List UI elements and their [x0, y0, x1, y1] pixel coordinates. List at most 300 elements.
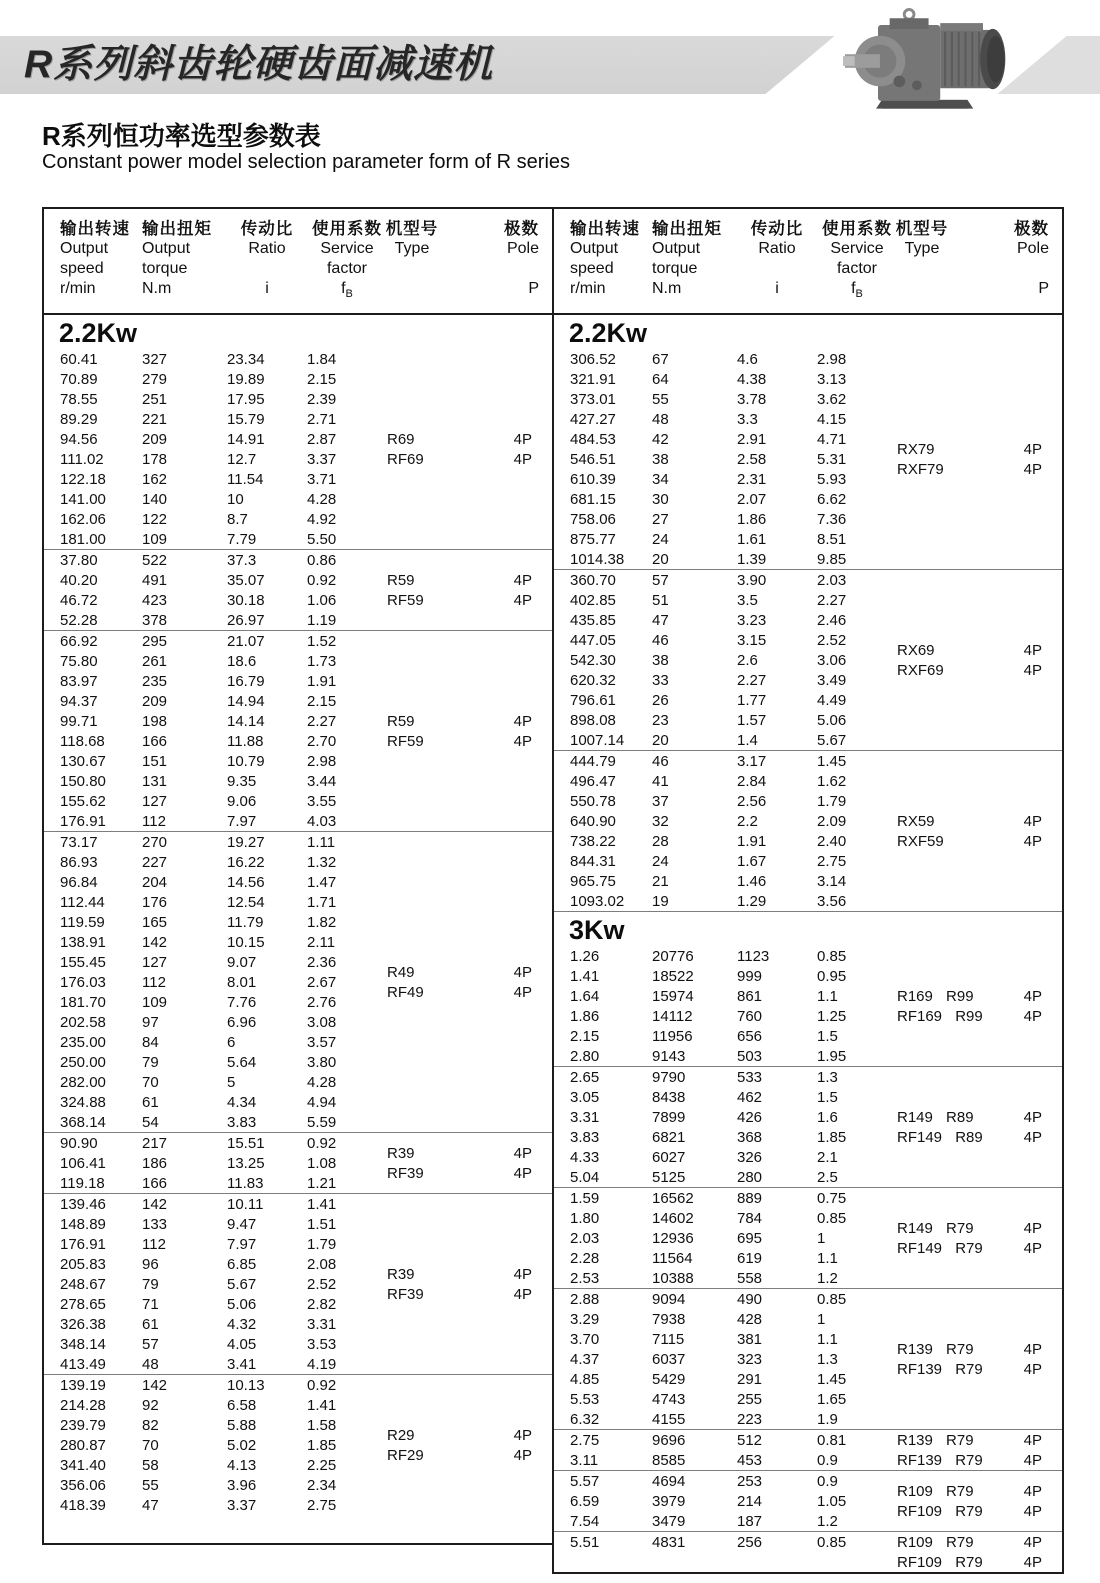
output-speed-value: 4.85	[570, 1370, 600, 1388]
data-row	[44, 832, 552, 852]
output-torque-value: 251	[142, 390, 168, 408]
output-torque-value: 47	[652, 611, 669, 629]
pole-value: 4P	[1023, 1360, 1042, 1378]
pole-value: 4P	[1023, 812, 1042, 830]
service-factor-value: 0.92	[307, 571, 337, 589]
output-torque-value: 23	[652, 711, 669, 729]
ratio-value: 490	[737, 1290, 763, 1308]
output-torque-value: 26	[652, 691, 669, 709]
service-factor-value: 1.1	[817, 1249, 838, 1267]
ratio-value: 2.2	[737, 812, 758, 830]
type-row	[897, 1481, 1042, 1501]
type-pole-group	[387, 1425, 532, 1465]
output-speed-value: 360.70	[570, 571, 616, 589]
output-torque-value: 24	[652, 530, 669, 548]
ratio-value: 19.27	[227, 833, 265, 851]
ratio-value: 2.27	[737, 671, 767, 689]
ratio-value: 9.06	[227, 792, 257, 810]
ratio-value: 3.15	[737, 631, 767, 649]
type-row	[897, 1532, 1042, 1552]
output-speed-value: 444.79	[570, 752, 616, 770]
header-line: torque	[652, 260, 698, 277]
service-factor-value: 4.03	[307, 812, 337, 830]
parameter-tables	[42, 207, 1064, 1574]
output-speed-value: 738.22	[570, 832, 616, 850]
ratio-value: 1.86	[737, 510, 767, 528]
header-line: factor	[326, 260, 367, 277]
ratio-value: 35.07	[227, 571, 265, 589]
output-speed-value: 2.65	[570, 1068, 600, 1086]
data-row	[554, 751, 1062, 771]
ratio-value: 619	[737, 1249, 763, 1267]
type-value: RF109 R79	[897, 1553, 983, 1571]
output-torque-value: 109	[142, 993, 168, 1011]
type-row	[387, 570, 532, 590]
header-line: i	[265, 280, 269, 297]
type-row	[897, 660, 1042, 680]
service-factor-value: 0.95	[817, 967, 847, 985]
output-torque-value: 41	[652, 772, 669, 790]
output-torque-value: 209	[142, 692, 168, 710]
output-torque-value: 109	[142, 530, 168, 548]
service-factor-value: 3.44	[307, 772, 337, 790]
type-pole-group	[897, 1218, 1042, 1258]
output-speed-value: 796.61	[570, 691, 616, 709]
service-factor-value: 3.31	[307, 1315, 337, 1333]
type-row	[387, 1143, 532, 1163]
service-factor-value: 5.93	[817, 470, 847, 488]
page-title: R系列恒功率选型参数表	[42, 121, 321, 151]
header-line: Type	[394, 240, 430, 257]
service-factor-value: 2.46	[817, 611, 847, 629]
output-speed-value: 139.46	[60, 1195, 106, 1213]
service-factor-value: 4.94	[307, 1093, 337, 1111]
service-factor-value: 5.59	[307, 1113, 337, 1131]
output-torque-value: 30	[652, 490, 669, 508]
output-torque-value: 21	[652, 872, 669, 890]
ratio-value: 1.61	[737, 530, 767, 548]
ratio-value: 14.91	[227, 430, 265, 448]
section-power-label: 2.2Kw	[59, 318, 138, 349]
type-pole-group	[387, 1264, 532, 1304]
pole-value: 4P	[1023, 440, 1042, 458]
output-torque-value: 7938	[652, 1310, 686, 1328]
output-torque-value: 96	[142, 1255, 159, 1273]
ratio-value: 18.6	[227, 652, 257, 670]
pole-value: 4P	[1023, 1239, 1042, 1257]
output-torque-value: 61	[142, 1315, 159, 1333]
data-row	[44, 671, 552, 691]
type-value: R109 R79	[897, 1533, 974, 1551]
output-torque-value: 34	[652, 470, 669, 488]
output-torque-value: 142	[142, 1195, 168, 1213]
type-row	[897, 1127, 1042, 1147]
output-speed-value: 306.52	[570, 350, 616, 368]
ratio-block	[44, 1374, 552, 1515]
data-row	[554, 409, 1062, 429]
output-torque-value: 112	[142, 973, 166, 991]
service-factor-value: 0.85	[817, 1533, 847, 1551]
type-pole-group	[387, 962, 532, 1002]
ratio-value: 7.79	[227, 530, 257, 548]
ratio-value: 4.34	[227, 1093, 257, 1111]
output-torque-value: 127	[142, 953, 168, 971]
output-torque-value: 18522	[652, 967, 694, 985]
data-row	[44, 489, 552, 509]
type-row	[897, 1339, 1042, 1359]
type-row	[387, 1284, 532, 1304]
pole-value: 4P	[1023, 641, 1042, 659]
ratio-value: 6.85	[227, 1255, 257, 1273]
service-factor-value: 8.51	[817, 530, 847, 548]
header-line: speed	[60, 260, 104, 277]
type-value: R29	[387, 1426, 415, 1444]
header-line: 传动比	[240, 220, 294, 238]
output-speed-value: 181.70	[60, 993, 106, 1011]
output-torque-value: 127	[142, 792, 168, 810]
type-value: R49	[387, 963, 415, 981]
ratio-value: 12.54	[227, 893, 265, 911]
output-torque-value: 204	[142, 873, 168, 891]
header-line: 输出转速	[60, 220, 130, 238]
output-torque-value: 79	[142, 1275, 159, 1293]
service-factor-value: 0.92	[307, 1376, 337, 1394]
output-speed-value: 758.06	[570, 510, 616, 528]
type-value: RXF69	[897, 661, 944, 679]
output-torque-value: 142	[142, 1376, 168, 1394]
output-torque-value: 48	[652, 410, 669, 428]
output-speed-value: 418.39	[60, 1496, 106, 1514]
type-value: RF149 R89	[897, 1128, 983, 1146]
service-factor-value: 3.62	[817, 390, 847, 408]
service-factor-value: 2.36	[307, 953, 337, 971]
output-torque-value: 7115	[652, 1330, 685, 1348]
header-line: $f_B$	[341, 280, 353, 301]
ratio-value: 2.56	[737, 792, 767, 810]
output-torque-value: 48	[142, 1355, 159, 1373]
service-factor-value: 3.13	[817, 370, 847, 388]
service-factor-value: 4.71	[817, 430, 847, 448]
ratio-value: 326	[737, 1148, 763, 1166]
column-header	[227, 219, 307, 304]
type-pole-group	[897, 1481, 1042, 1521]
output-torque-value: 16562	[652, 1189, 694, 1207]
output-torque-value: 327	[142, 350, 168, 368]
type-value: RF139 R79	[897, 1451, 983, 1469]
output-speed-value: 4.33	[570, 1148, 600, 1166]
output-torque-value: 28	[652, 832, 669, 850]
service-factor-value: 1.08	[307, 1154, 337, 1172]
service-factor-value: 0.85	[817, 947, 847, 965]
type-row	[897, 459, 1042, 479]
type-row	[387, 1425, 532, 1445]
service-factor-value: 4.28	[307, 1073, 337, 1091]
service-factor-value: 0.9	[817, 1472, 838, 1490]
output-speed-value: 86.93	[60, 853, 98, 871]
output-torque-value: 70	[142, 1436, 159, 1454]
service-factor-value: 3.71	[307, 470, 337, 488]
output-speed-value: 155.62	[60, 792, 106, 810]
output-speed-value: 1.41	[570, 967, 600, 985]
service-factor-value: 1.32	[307, 853, 337, 871]
output-speed-value: 2.80	[570, 1047, 600, 1065]
ratio-value: 3.37	[227, 1496, 257, 1514]
ratio-value: 3.17	[737, 752, 767, 770]
type-value: R169 R99	[897, 987, 974, 1005]
service-factor-value: 1.21	[307, 1174, 337, 1192]
output-torque-value: 11564	[652, 1249, 693, 1267]
ratio-value: 5.88	[227, 1416, 257, 1434]
service-factor-value: 4.28	[307, 490, 337, 508]
output-speed-value: 122.18	[60, 470, 106, 488]
output-speed-value: 5.04	[570, 1168, 600, 1186]
ratio-value: 3.3	[737, 410, 758, 428]
output-speed-value: 66.92	[60, 632, 98, 650]
output-speed-value: 52.28	[60, 611, 98, 629]
header-line: Output	[570, 240, 619, 257]
ratio-value: 11.79	[227, 913, 264, 931]
ratio-block	[554, 1187, 1062, 1288]
type-value: R149 R79	[897, 1219, 974, 1237]
output-speed-value: 112.44	[60, 893, 105, 911]
header-line: Ratio	[248, 240, 286, 257]
pole-value: 4P	[513, 450, 532, 468]
pole-value: 4P	[1023, 1533, 1042, 1551]
banner-title: R系列斜齿轮硬齿面减速机	[24, 43, 494, 86]
data-row	[554, 1167, 1062, 1187]
service-factor-value: 1.79	[307, 1235, 337, 1253]
type-value: R39	[387, 1144, 415, 1162]
output-torque-value: 166	[142, 1174, 168, 1192]
output-torque-value: 57	[142, 1335, 159, 1353]
service-factor-value: 0.75	[817, 1189, 847, 1207]
data-row	[44, 1475, 552, 1495]
output-speed-value: 356.06	[60, 1476, 106, 1494]
data-row	[44, 811, 552, 831]
service-factor-value: 1.9	[817, 1410, 838, 1428]
output-speed-value: 90.90	[60, 1134, 98, 1152]
data-row	[44, 852, 552, 872]
output-speed-value: 119.59	[60, 913, 105, 931]
output-torque-value: 9094	[652, 1290, 686, 1308]
column-header	[979, 219, 1049, 299]
pole-value: 4P	[513, 1426, 532, 1444]
service-factor-value: 1.85	[307, 1436, 337, 1454]
ratio-block	[44, 1193, 552, 1374]
header-line: Service	[830, 240, 884, 257]
service-factor-value: 5.67	[817, 731, 847, 749]
data-row	[554, 389, 1062, 409]
ratio-value: 6.96	[227, 1013, 257, 1031]
data-row	[44, 1072, 552, 1092]
service-factor-value: 1.45	[817, 1370, 847, 1388]
type-pole-group	[387, 570, 532, 610]
type-row	[897, 1501, 1042, 1521]
data-row	[44, 369, 552, 389]
ratio-value: 3.96	[227, 1476, 257, 1494]
type-row	[897, 1552, 1042, 1572]
ratio-value: 11.88	[227, 732, 264, 750]
service-factor-value: 2.87	[307, 430, 337, 448]
output-torque-value: 162	[142, 470, 168, 488]
service-factor-value: 2.67	[307, 973, 337, 991]
data-row	[44, 892, 552, 912]
output-speed-value: 2.28	[570, 1249, 600, 1267]
output-speed-value: 1014.38	[570, 550, 625, 568]
service-factor-value: 2.34	[307, 1476, 337, 1494]
ratio-value: 12.7	[227, 450, 257, 468]
type-value: RX69	[897, 641, 935, 659]
header-line: i	[775, 280, 779, 297]
data-row	[554, 610, 1062, 630]
data-row	[44, 1092, 552, 1112]
ratio-value: 426	[737, 1108, 763, 1126]
pole-value: 4P	[513, 1285, 532, 1303]
table-header-row	[554, 209, 1062, 315]
header-line: Output	[60, 240, 109, 257]
service-factor-value: 3.08	[307, 1013, 337, 1031]
ratio-value: 2.58	[737, 450, 767, 468]
type-value: RF59	[387, 732, 424, 750]
page-subtitle: Constant power model selection parameter form of R series	[42, 151, 571, 173]
type-row	[897, 1359, 1042, 1379]
ratio-value: 6	[227, 1033, 236, 1051]
power-section	[44, 315, 552, 1515]
data-row	[44, 610, 552, 630]
type-row	[897, 439, 1042, 459]
type-value: R109 R79	[897, 1482, 974, 1500]
output-speed-value: 141.00	[60, 490, 106, 508]
ratio-value: 13.25	[227, 1154, 265, 1172]
pole-value: 4P	[1023, 832, 1042, 850]
ratio-value: 1.77	[737, 691, 767, 709]
ratio-value: 428	[737, 1310, 763, 1328]
output-torque-value: 235	[142, 672, 168, 690]
type-value: R59	[387, 712, 415, 730]
output-speed-value: 278.65	[60, 1295, 106, 1313]
output-speed-value: 1.80	[570, 1209, 600, 1227]
output-speed-value: 542.30	[570, 651, 616, 669]
type-value: RF39	[387, 1285, 424, 1303]
service-factor-value: 3.49	[817, 671, 847, 689]
data-row	[554, 851, 1062, 871]
type-value: RXF59	[897, 832, 944, 850]
service-factor-value: 7.36	[817, 510, 847, 528]
output-torque-value: 20	[652, 731, 669, 749]
output-torque-value: 20776	[652, 947, 694, 965]
ratio-block	[44, 349, 552, 549]
type-value: R139 R79	[897, 1340, 974, 1358]
ratio-value: 187	[737, 1512, 763, 1530]
service-factor-value: 1.79	[817, 792, 847, 810]
ratio-value: 10.79	[227, 752, 265, 770]
output-torque-value: 186	[142, 1154, 168, 1172]
data-row	[554, 570, 1062, 590]
header-line: Type	[904, 240, 940, 257]
service-factor-value: 1.06	[307, 591, 337, 609]
data-row	[554, 529, 1062, 549]
type-row	[897, 640, 1042, 660]
data-row	[44, 1314, 552, 1334]
output-torque-value: 166	[142, 732, 168, 750]
data-row	[44, 1012, 552, 1032]
output-speed-value: 373.01	[570, 390, 616, 408]
ratio-value: 8.01	[227, 973, 257, 991]
ratio-value: 1.4	[737, 731, 758, 749]
output-torque-value: 142	[142, 933, 168, 951]
output-torque-value: 209	[142, 430, 168, 448]
header-line: Ratio	[758, 240, 796, 257]
output-speed-value: 1007.14	[570, 731, 625, 749]
data-row	[44, 691, 552, 711]
ratio-value: 10.13	[227, 1376, 265, 1394]
service-factor-value: 0.86	[307, 551, 337, 569]
ratio-value: 10.15	[227, 933, 265, 951]
ratio-value: 1.91	[737, 832, 767, 850]
ratio-value: 381	[737, 1330, 763, 1348]
output-torque-value: 79	[142, 1053, 159, 1071]
ratio-value: 214	[737, 1492, 763, 1510]
ratio-value: 9.07	[227, 953, 257, 971]
service-factor-value: 3.57	[307, 1033, 337, 1051]
ratio-block	[554, 1531, 1062, 1572]
data-row	[44, 1354, 552, 1374]
ratio-value: 3.23	[737, 611, 767, 629]
output-speed-value: 321.91	[570, 370, 616, 388]
header-line: speed	[570, 260, 614, 277]
service-factor-value: 1.47	[307, 873, 337, 891]
ratio-value: 5.64	[227, 1053, 257, 1071]
output-torque-value: 38	[652, 450, 669, 468]
type-value: RF59	[387, 591, 424, 609]
output-torque-value: 6027	[652, 1148, 686, 1166]
type-pole-group	[897, 439, 1042, 479]
output-speed-value: 155.45	[60, 953, 106, 971]
ratio-value: 15.51	[227, 1134, 265, 1152]
output-torque-value: 4694	[652, 1472, 686, 1490]
service-factor-value: 1.2	[817, 1269, 838, 1287]
data-row	[44, 771, 552, 791]
output-speed-value: 7.54	[570, 1512, 600, 1530]
output-torque-value: 64	[652, 370, 669, 388]
output-speed-value: 111.02	[60, 450, 104, 468]
output-torque-value: 55	[652, 390, 669, 408]
ratio-block	[44, 831, 552, 1132]
data-row	[554, 1389, 1062, 1409]
data-row	[554, 791, 1062, 811]
data-row	[554, 549, 1062, 569]
pole-value: 4P	[513, 983, 532, 1001]
output-torque-value: 97	[142, 1013, 159, 1031]
output-torque-value: 9143	[652, 1047, 686, 1065]
output-speed-value: 435.85	[570, 611, 616, 629]
pole-value: 4P	[1023, 1431, 1042, 1449]
service-factor-value: 0.85	[817, 1209, 847, 1227]
ratio-block	[554, 1288, 1062, 1429]
column-header	[469, 219, 539, 299]
output-torque-value: 67	[652, 350, 669, 368]
type-row	[897, 986, 1042, 1006]
header-line: 极数	[1014, 220, 1049, 238]
ratio-block	[554, 1429, 1062, 1470]
service-factor-value: 1.73	[307, 652, 337, 670]
data-row	[554, 349, 1062, 369]
ratio-value: 16.22	[227, 853, 265, 871]
ratio-value: 4.38	[737, 370, 767, 388]
ratio-value: 256	[737, 1533, 763, 1551]
service-factor-value: 5.06	[817, 711, 847, 729]
output-torque-value: 423	[142, 591, 168, 609]
